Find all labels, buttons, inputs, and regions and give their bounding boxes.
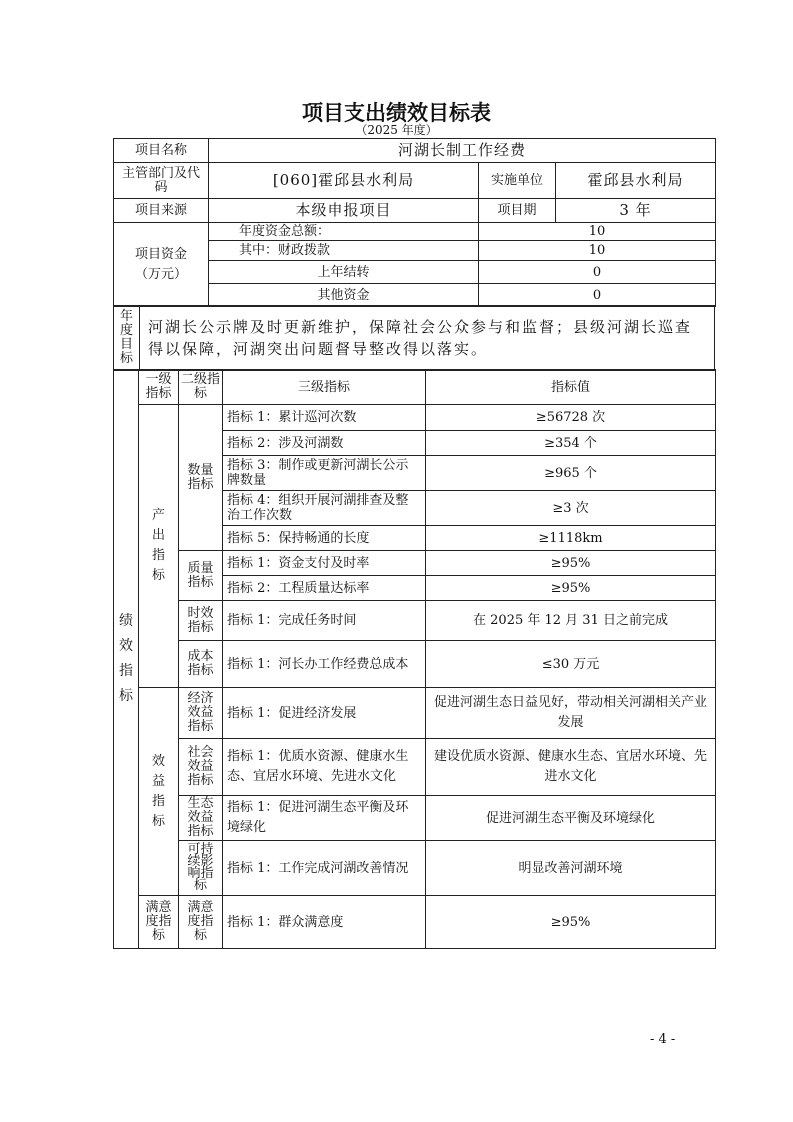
header-level3: 三级指标 xyxy=(223,370,426,405)
period-label: 项目期 xyxy=(479,199,556,223)
indicator-value: 在 2025 年 12 月 31 日之前完成 xyxy=(426,601,716,641)
indicator-value: 促进河湖生态平衡及环境绿化 xyxy=(426,796,716,841)
page-title: 项目支出绩效目标表 xyxy=(302,101,491,125)
indicator-name: 指标 2：涉及河湖数 xyxy=(223,431,426,456)
funds-fiscal-label: 其中：财政拨款 xyxy=(209,241,479,261)
indicator-name: 指标 1：优质水资源、健康水生态、宜居水环境、先进水文化 xyxy=(223,739,426,796)
period-value: 3 年 xyxy=(556,199,716,223)
funds-fiscal-value: 10 xyxy=(479,241,716,261)
header-level2: 二级指标 xyxy=(179,370,223,405)
indicator-name: 指标 3：制作或更新河湖长公示牌数量 xyxy=(223,456,426,491)
project-name-value: 河湖长制工作经费 xyxy=(209,139,716,163)
level2-sustainable: 可持续影响指标 xyxy=(179,841,223,896)
source-value: 本级申报项目 xyxy=(209,199,479,223)
level2-timeliness: 时效指标 xyxy=(179,601,223,641)
impl-label: 实施单位 xyxy=(479,163,556,199)
funds-other-value: 0 xyxy=(479,284,716,307)
indicator-value: ≥95% xyxy=(426,896,716,949)
indicator-name: 指标 5：保持畅通的长度 xyxy=(223,526,426,551)
level2-cost: 成本指标 xyxy=(179,641,223,688)
indicator-name: 指标 1：河长办工作经费总成本 xyxy=(223,641,426,688)
indicators-table xyxy=(113,369,716,949)
dept-label: 主管部门及代码 xyxy=(114,163,209,199)
indicator-value: ≥95% xyxy=(426,551,716,576)
indicator-value: 促进河湖生态日益见好，带动相关河湖相关产业发展 xyxy=(426,688,716,739)
goal-text: 河湖长公示牌及时更新维护，保障社会公众参与和监督；县级河湖长巡查得以保障，河湖突出问题督导整改得以落实。 xyxy=(140,306,715,371)
level2-satisfaction: 满意度指标 xyxy=(179,896,223,949)
level1-satisfaction: 满意度指标 xyxy=(139,896,179,949)
dept-value: [060]霍邱县水利局 xyxy=(209,163,479,199)
indicator-value: ≥95% xyxy=(426,576,716,601)
level1-benefit: 效益指标 xyxy=(139,688,179,896)
level1-output: 产出指标 xyxy=(139,405,179,688)
indicator-value: 建设优质水资源、健康水生态、宜居水环境、先进水文化 xyxy=(426,739,716,796)
indicator-name: 指标 1：促进经济发展 xyxy=(223,688,426,739)
indicator-name: 指标 1：完成任务时间 xyxy=(223,601,426,641)
funds-label: 项目资金（万元） xyxy=(114,223,209,307)
indicator-value: 明显改善河湖环境 xyxy=(426,841,716,896)
indicator-value: ≥965 个 xyxy=(426,456,716,491)
funds-total-label: 年度资金总额： xyxy=(209,223,479,241)
indicator-name: 指标 1：资金支付及时率 xyxy=(223,551,426,576)
indicator-name: 指标 1：工作完成河湖改善情况 xyxy=(223,841,426,896)
page-subtitle: （2025 年度） xyxy=(355,123,438,137)
level2-quality: 质量指标 xyxy=(179,551,223,601)
funds-total-value: 10 xyxy=(479,223,716,241)
level2-ecological: 生态效益指标 xyxy=(179,796,223,841)
indicator-name: 指标 1：群众满意度 xyxy=(223,896,426,949)
funds-carryover-value: 0 xyxy=(479,261,716,284)
level2-social: 社会效益指标 xyxy=(179,739,223,796)
funds-carryover-label: 上年结转 xyxy=(209,261,479,284)
indicator-value: ≥1118km xyxy=(426,526,716,551)
project-name-label: 项目名称 xyxy=(114,139,209,163)
level2-quantity: 数量指标 xyxy=(179,405,223,551)
page-number: - 4 - xyxy=(650,1032,676,1047)
indicator-value: ≥3 次 xyxy=(426,491,716,526)
funds-other-label: 其他资金 xyxy=(209,284,479,307)
indicator-name: 指标 2：工程质量达标率 xyxy=(223,576,426,601)
impl-value: 霍邱县水利局 xyxy=(556,163,716,199)
indicator-value: ≤30 万元 xyxy=(426,641,716,688)
indicator-name: 指标 1：累计巡河次数 xyxy=(223,405,426,431)
header-value: 指标值 xyxy=(426,370,716,405)
annual-goal-table xyxy=(113,305,715,371)
header-level1: 一级指标 xyxy=(139,370,179,405)
level2-economic: 经济效益指标 xyxy=(179,688,223,739)
indicator-value: ≥354 个 xyxy=(426,431,716,456)
indicator-value: ≥56728 次 xyxy=(426,405,716,431)
indicator-name: 指标 4：组织开展河湖排查及整治工作次数 xyxy=(223,491,426,526)
goal-label: 年度目标 xyxy=(114,306,140,371)
indicator-name: 指标 1：促进河湖生态平衡及环境绿化 xyxy=(223,796,426,841)
section-label: 绩效指标 xyxy=(114,370,139,949)
source-label: 项目来源 xyxy=(114,199,209,223)
project-info-table xyxy=(113,138,716,307)
